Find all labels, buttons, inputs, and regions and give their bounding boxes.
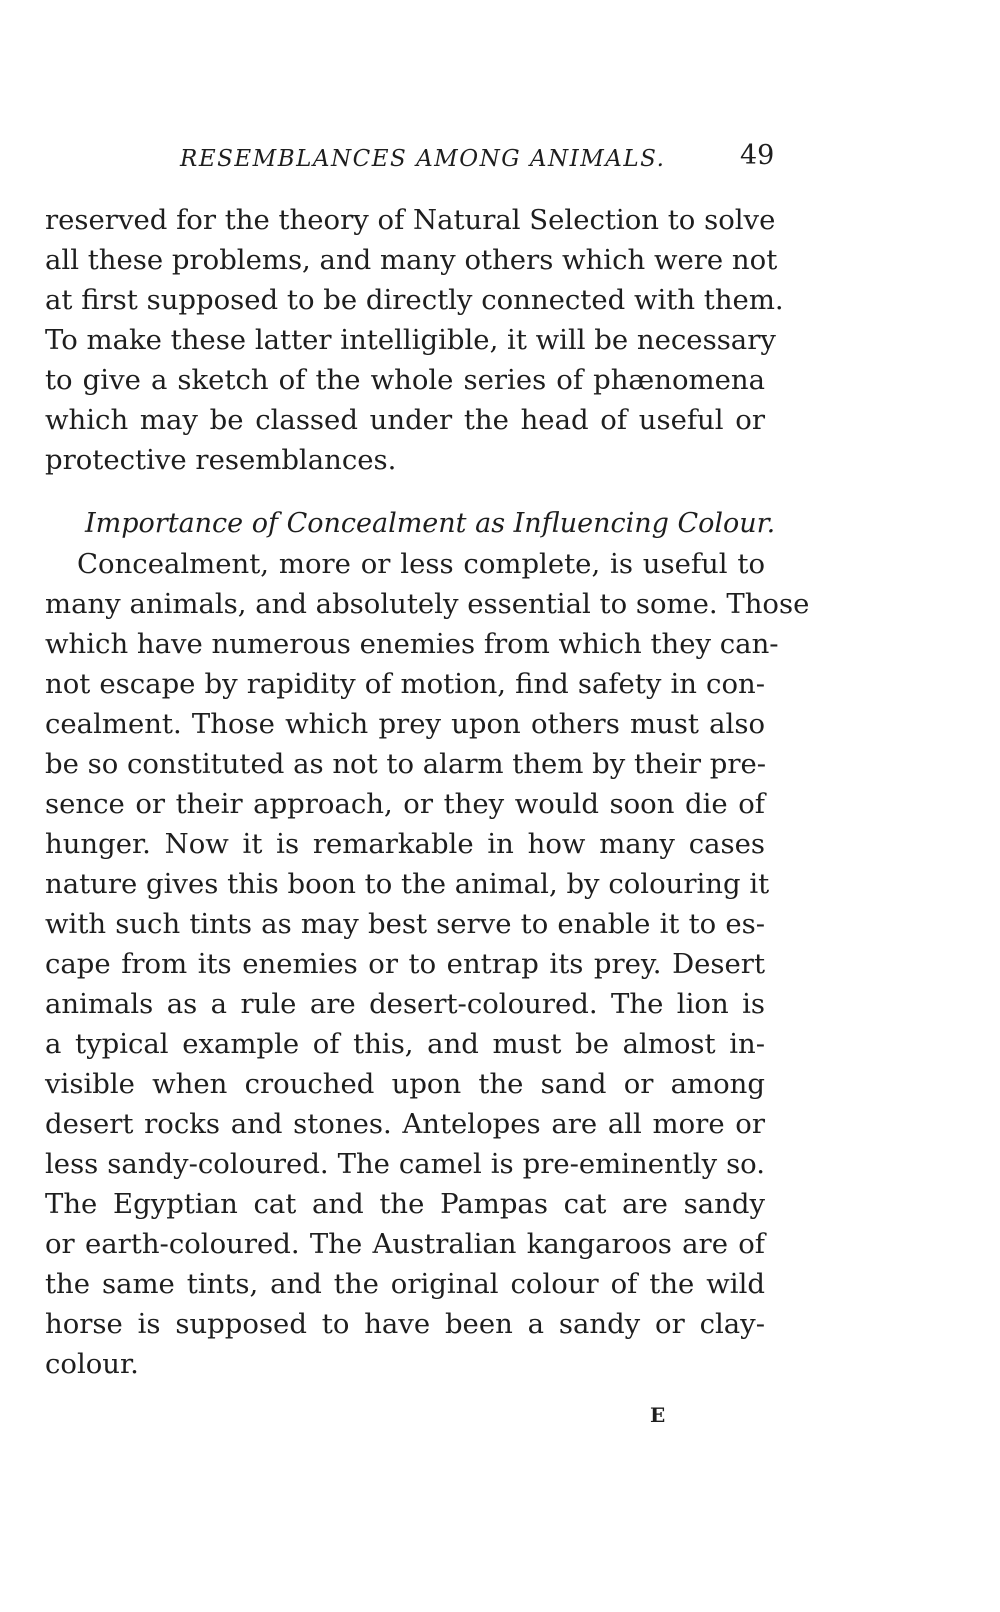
text-line: or earth-coloured. The Australian kangaroos are of: [45, 1228, 765, 1260]
text-line: to give a sketch of the whole series of phænomena: [45, 364, 765, 396]
text-line: many animals, and absolutely essential to some. Those: [45, 588, 810, 620]
text-line: Concealment, more or less complete, is useful to: [77, 548, 765, 580]
text-line: desert rocks and stones. Antelopes are all more or: [45, 1108, 765, 1140]
text-line: cape from its enemies or to entrap its prey. Desert: [45, 948, 765, 980]
text-line: at first supposed to be directly connected with them.: [45, 284, 784, 316]
text-line: not escape by rapidity of motion, find safety in con-: [45, 668, 765, 700]
text-line: all these problems, and many others which were not: [45, 244, 778, 276]
paragraph-reserved-for-natural-selection: [45, 200, 784, 480]
text-line: the same tints, and the original colour of the wild: [45, 1268, 765, 1300]
text-line: To make these latter intelligible, it will be necessary: [45, 324, 776, 356]
text-line: cealment. Those which prey upon others must also: [45, 708, 765, 740]
signature-mark: E: [650, 1403, 666, 1427]
running-title: RESEMBLANCES AMONG ANIMALS.: [180, 146, 666, 172]
text-line: be so constituted as not to alarm them by their pre-: [45, 748, 767, 780]
text-line: nature gives this boon to the animal, by colouring it: [45, 868, 770, 900]
text-line: colour.: [45, 1348, 139, 1380]
text-line: The Egyptian cat and the Pampas cat are sandy: [45, 1188, 765, 1220]
body-text: [45, 200, 810, 1384]
page-number: 49: [740, 140, 775, 171]
section-heading: Importance of Concealment as Influencing Colour.: [85, 508, 776, 539]
running-head: [0, 140, 1000, 180]
text-line: which may be classed under the head of useful or: [45, 404, 765, 436]
text-line: hunger. Now it is remarkable in how many cases: [45, 828, 765, 860]
text-line: which have numerous enemies from which they can-: [45, 628, 779, 660]
text-line: protective resemblances.: [45, 444, 397, 476]
text-line: visible when crouched upon the sand or among: [45, 1068, 765, 1100]
paragraph-concealment: [45, 544, 810, 1384]
text-line: a typical example of this, and must be almost in-: [45, 1028, 765, 1060]
text-line: less sandy-coloured. The camel is pre-eminently so.: [45, 1148, 765, 1180]
text-line: horse is supposed to have been a sandy or clay-: [45, 1308, 765, 1340]
text-line: reserved for the theory of Natural Selection to solve: [45, 204, 776, 236]
text-line: with such tints as may best serve to enable it to es-: [45, 908, 765, 940]
text-line: animals as a rule are desert-coloured. The lion is: [45, 988, 765, 1020]
text-line: sence or their approach, or they would soon die of: [45, 788, 765, 820]
